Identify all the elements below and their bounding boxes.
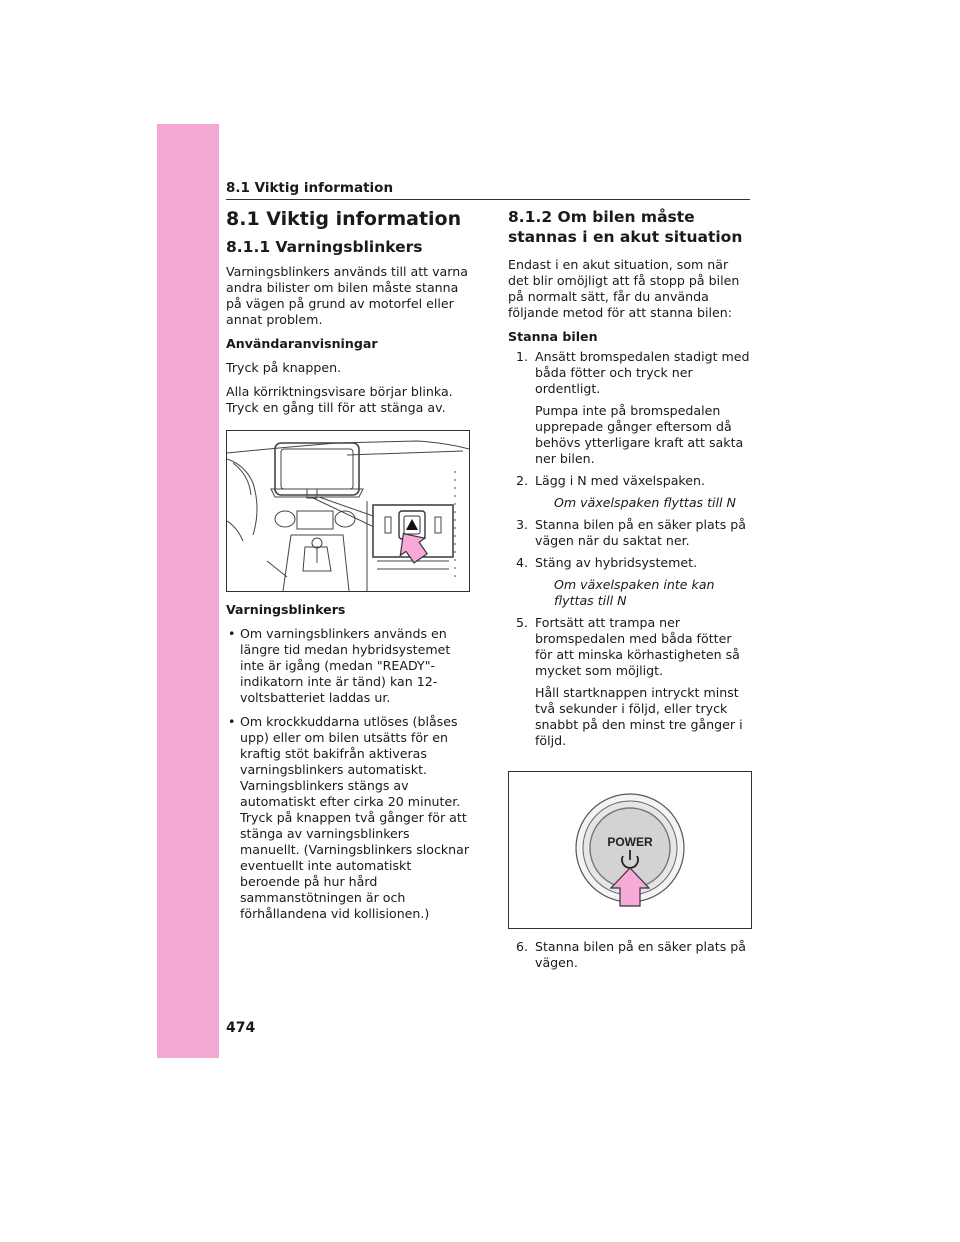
left-column <box>226 207 472 930</box>
step-text: Fortsätt att trampa ner bromspedalen med båda fötter för att minska körhastigheten så mycket som möjligt. <box>535 615 740 678</box>
step-number: 4. <box>516 555 529 570</box>
step-number: 6. <box>516 939 529 954</box>
emergency-intro: Endast i en akut situation, som när det blir omöjligt att få stopp på bilen på normalt sätt, får du använda följande metod för att stanna bilen: <box>508 257 740 320</box>
subsection-title-emergency: 8.1.2 Om bilen måste stannas i en akut situation <box>508 208 743 246</box>
list-item <box>516 615 752 749</box>
chapter-tab-sidebar <box>157 124 219 1058</box>
subsection-title-hazard: 8.1.1 Varningsblinkers <box>226 238 423 256</box>
list-item <box>226 626 472 706</box>
bullet-text: Om varningsblinkers används en längre tid medan hybridsystemet inte är igång (medan "READY"-indikatorn inte är tänd) kan 12-voltsbatteriet laddas ur. <box>240 626 451 705</box>
section-title: 8.1 Viktig information <box>226 208 462 230</box>
final-step-list <box>516 939 752 971</box>
bullet-mark: • <box>228 714 236 729</box>
step-number: 3. <box>516 517 529 532</box>
list-item <box>516 517 752 549</box>
instruction-2: Alla körriktningsvisare börjar blinka. Tryck en gång till för att stänga av. <box>226 384 453 415</box>
stop-steps-list <box>516 349 752 749</box>
step-note: Om växelspaken inte kan flyttas till N <box>554 577 715 608</box>
bullet-mark: • <box>228 626 236 641</box>
power-button-drawing <box>509 772 751 928</box>
step-text: Ansätt bromspedalen stadigt med båda fötter och tryck ner ordentligt. <box>535 349 750 396</box>
right-column <box>508 207 752 971</box>
hazard-intro: Varningsblinkers används till att varna andra bilister om bilen måste stanna på vägen på grund av motorfel eller annat problem. <box>226 264 468 327</box>
step-text: Lägg i N med växelspaken. <box>535 473 705 488</box>
instructions-title: Användaranvisningar <box>226 336 378 351</box>
hazard-notes-list <box>226 626 472 922</box>
list-item <box>226 714 472 922</box>
power-button-illustration <box>508 771 752 929</box>
step-text: Stanna bilen på en säker plats på vägen. <box>535 939 746 970</box>
stop-car-title: Stanna bilen <box>508 329 598 344</box>
step-subtext: Pumpa inte på bromspedalen upprepade gånger eftersom då behövs ytterligare kraft att sakta ner bilen. <box>535 403 744 466</box>
list-item <box>516 473 752 489</box>
list-item <box>516 555 752 571</box>
dashboard-drawing <box>227 431 469 591</box>
step-text: Stäng av hybridsystemet. <box>535 555 698 570</box>
step-text: Stanna bilen på en säker plats på vägen när du saktat ner. <box>535 517 746 548</box>
hazard-switch-illustration <box>226 430 470 592</box>
bullet-text: Om krockkuddarna utlöses (blåses upp) eller om bilen utsätts för en kraftig stöt bakifrån aktiveras varningsblinkers automatiskt. Varningsblinkers stängs av automatiskt efter cirka 20 minuter. Tryck på knappen två gånger för att stänga av varningsblinkers manuellt. (Varningsblinkers slocknar eventuellt inte automatiskt beroende på hur hård sammanstötningen är och förhållandena vid kollisionen.) <box>240 714 470 921</box>
step-note: Om växelspaken flyttas till N <box>554 495 736 510</box>
list-item <box>516 349 752 467</box>
list-item <box>516 939 752 971</box>
instruction-1: Tryck på knappen. <box>226 360 342 375</box>
step-number: 1. <box>516 349 529 364</box>
running-header: 8.1 Viktig information <box>226 180 394 196</box>
list-item <box>516 495 752 511</box>
step-subtext: Håll startknappen intryckt minst två sekunder i följd, eller tryck snabbt på den minst tre gånger i följd. <box>535 685 743 748</box>
figure-caption: Varningsblinkers <box>226 602 346 617</box>
step-number: 2. <box>516 473 529 488</box>
power-label: POWER <box>607 835 653 849</box>
header-rule <box>226 199 750 200</box>
page-number: 474 <box>226 1020 256 1036</box>
list-item <box>516 577 752 609</box>
step-number: 5. <box>516 615 529 630</box>
